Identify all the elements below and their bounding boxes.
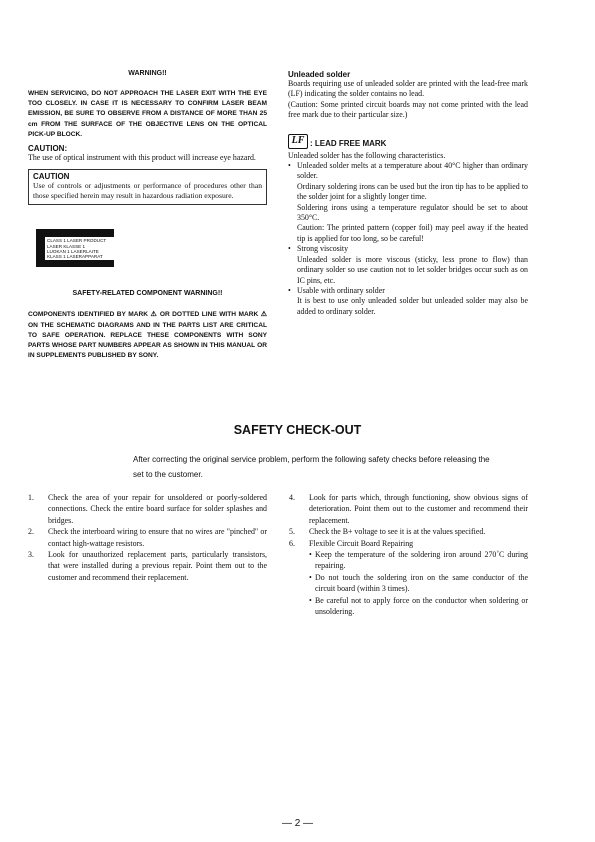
item-number: 5. <box>289 527 295 537</box>
item-number: 3. <box>28 550 34 560</box>
laser-class-label-text <box>45 237 121 260</box>
list-item <box>28 492 267 526</box>
list-item: • Be careful not to apply force on the conductor when soldering or unsoldering. <box>309 595 528 618</box>
list-item <box>289 538 528 618</box>
warning-heading: WARNING!! <box>128 70 167 77</box>
safety-checkout-intro: After correcting the original service problem, perform the following safety checks before releasing the set to the customer. <box>133 455 490 479</box>
checkout-left-list <box>28 492 267 583</box>
caution-box-text: Use of controls or adjustments or performance of procedures other than those specified herein may result in hazardous radiation exposure. <box>33 181 262 201</box>
label-line: LUOKAN 1 LASERLAITE <box>47 248 99 254</box>
safety-text-part: OR DOTTED LINE WITH MARK <box>157 311 261 319</box>
flex-board-sublist <box>309 549 528 617</box>
item-text: Look for parts which, through functioning, show obvious signs of deterioration. Point them out to the customer and recommend their replacement. <box>309 493 528 525</box>
characteristic-text: Caution: The printed pattern (copper foil) may peel away if the heated tip is applied for too long, so be careful! <box>297 223 528 243</box>
label-line: CLASS 1 LASER PRODUCT <box>47 238 107 244</box>
lf-intro: Unleaded solder has the following characteristics. <box>288 150 446 160</box>
unleaded-heading: Unleaded solder <box>288 70 351 79</box>
list-item: • Do not touch the soldering iron on the same conductor of the circuit board (within 3 times). <box>309 572 528 595</box>
characteristic-text: Soldering irons using a temperature regulator should be set to about 350°C. <box>297 202 528 223</box>
list-item <box>289 492 528 526</box>
list-item <box>28 549 267 583</box>
unleaded-text: Boards requiring use of unleaded solder are printed with the lead-free mark (LF) indicating the solder contains no lead. <box>288 79 528 99</box>
page-number: — 2 — <box>281 818 314 829</box>
list-item <box>289 526 528 537</box>
lead-free-icon: LF <box>288 134 308 149</box>
list-item <box>288 161 528 244</box>
laser-warning-text: WHEN SERVICING, DO NOT APPROACH THE LASER EXIT WITH THE EYE TOO CLOSELY. IN CASE IT IS NECESSARY TO CONFIRM LASER BEAM EMISSION, BE SURE TO OBSERVE FROM A DISTANCE OF MORE THAN 25 cm FROM THE SURFACE OF THE OBJECTIVE LENS ON THE OPTICAL PICK-UP BLOCK. <box>28 90 267 138</box>
characteristic-text: Unleaded solder melts at a temperature about 40°C higher than ordinary solder. <box>297 161 528 181</box>
item-text: Look for unauthorized replacement parts, particularly transistors, that were installed during a previous repair. Point them out to the customer and recommend their replacement. <box>48 550 267 582</box>
warning-triangle-icon: ⚠ <box>150 311 158 319</box>
item-text: Check the interboard wiring to ensure that no wires are "pinched" or contact high-wattage resistors. <box>48 527 267 548</box>
right-column <box>288 70 528 317</box>
item-number: 6. <box>289 538 295 548</box>
label-line: KLASS 1 LASERAPPARAT <box>47 254 103 260</box>
item-number: 2. <box>28 527 34 537</box>
laser-class-label <box>36 229 114 267</box>
checkout-right-list <box>289 492 528 617</box>
safety-checkout-title: SAFETY CHECK-OUT <box>233 423 362 437</box>
item-number: 4. <box>289 493 295 502</box>
lf-heading-row <box>288 133 528 151</box>
caution-text: The use of optical instrument with this product will increase eye hazard. <box>28 153 256 163</box>
warning-triangle-icon: ⚠ <box>260 311 267 319</box>
lf-heading: : LEAD FREE MARK <box>310 138 387 148</box>
item-text: Check the area of your repair for unsoldered or poorly-soldered connections. Check the entire board surface for solder splashes and bridges. <box>48 493 267 525</box>
caution-heading: CAUTION: <box>28 144 68 154</box>
characteristic-text: Unleaded solder is more viscous (sticky, less prone to flow) than ordinary solder so use caution not to let solder bridges occur such as on IC pins, etc. <box>297 254 528 285</box>
item-text: Flexible Circuit Board Repairing <box>309 538 414 548</box>
item-text: Check the B+ voltage to see it is at the values specified. <box>309 527 486 537</box>
safety-component-text <box>28 310 267 361</box>
lf-characteristics <box>288 161 528 317</box>
characteristic-text: Usable with ordinary solder <box>297 285 385 295</box>
safety-text-part: COMPONENTS IDENTIFIED BY MARK <box>28 311 151 319</box>
safety-component-heading: SAFETY-RELATED COMPONENT WARNING!! <box>72 290 223 298</box>
item-number: 1. <box>28 493 34 502</box>
list-item <box>288 244 528 286</box>
characteristic-text: Strong viscosity <box>297 244 349 254</box>
unleaded-caution: (Caution: Some printed circuit boards may not come printed with the lead free mark due to their particular size.) <box>288 99 528 120</box>
list-item: • Keep the temperature of the soldering iron around 270˚C during repairing. <box>309 549 528 572</box>
safety-text-part: ON THE SCHEMATIC DIAGRAMS AND IN THE PARTS LIST ARE CRITICAL TO SAFE OPERATION. REPLACE THESE COMPONENTS WITH SONY PARTS WHOSE PART NUMBERS APPEAR AS SHOWN IN THIS MANUAL OR IN SUPPLEMENTS PUBLISHED BY SONY. <box>28 321 267 360</box>
list-item <box>28 526 267 549</box>
characteristic-text: Ordinary soldering irons can be used but the iron tip has to be applied to the solder joint for a slightly longer time. <box>297 181 528 202</box>
caution-box-heading: CAUTION <box>33 172 70 182</box>
label-line: LASER KLASSE 1 <box>47 243 86 249</box>
list-item <box>288 286 528 317</box>
characteristic-text: It is best to use only unleaded solder but unleaded solder may also be added to ordinary solder. <box>297 296 528 316</box>
left-column <box>28 70 267 361</box>
caution-box <box>28 169 267 205</box>
